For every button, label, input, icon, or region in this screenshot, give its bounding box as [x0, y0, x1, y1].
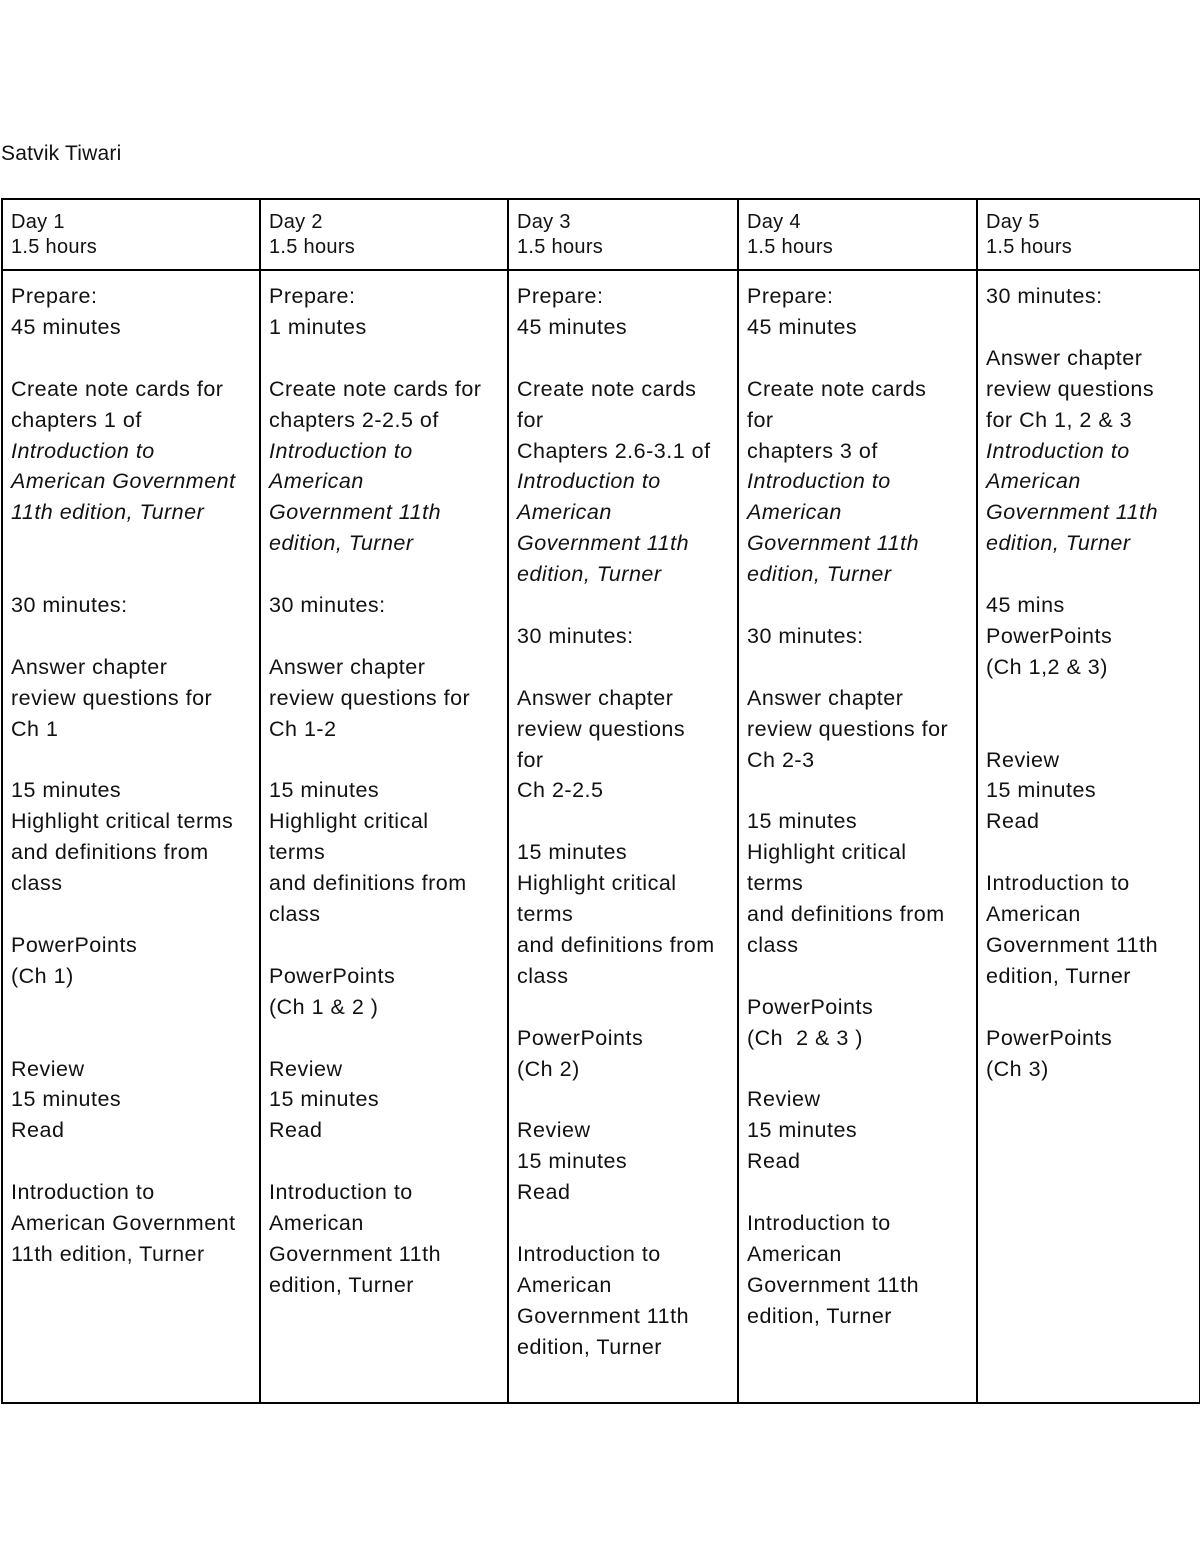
day-duration: 1.5 hours [747, 236, 834, 258]
blank-line [11, 1146, 255, 1177]
plan-line: 30 minutes: [986, 284, 1103, 308]
book-title-line: American [269, 469, 364, 494]
blank-line [269, 343, 503, 374]
blank-line [269, 621, 503, 652]
plan-line: Read [269, 1118, 323, 1143]
plan-line: for [517, 407, 544, 432]
blank-line [269, 1146, 503, 1177]
blank-line [986, 559, 1195, 590]
plan-line: American [986, 902, 1081, 927]
plan-line: 30 minutes: [269, 593, 386, 618]
book-title-line: Introduction to [747, 469, 891, 494]
book-title-line: American Government [11, 469, 236, 494]
day-title: Day 2 [269, 211, 323, 233]
blank-line [986, 683, 1195, 714]
blank-line [517, 992, 733, 1023]
blank-line [747, 1177, 972, 1208]
plan-line: Government 11th [269, 1241, 442, 1266]
plan-line: Government 11th [517, 1303, 690, 1328]
plan-line: Review [986, 747, 1060, 772]
plan-line: Read [11, 1118, 65, 1143]
plan-line: Answer chapter [11, 654, 168, 679]
day-plan-cell [2, 270, 260, 1403]
day-plan-cell [977, 270, 1200, 1403]
plan-line: PowerPoints [986, 623, 1113, 648]
blank-line [747, 1054, 972, 1085]
day-duration: 1.5 hours [986, 236, 1073, 258]
plan-line: Prepare: [11, 284, 98, 308]
plan-line: (Ch 2) [517, 1056, 580, 1081]
plan-line: Government 11th [747, 1272, 920, 1297]
plan-line: 30 minutes: [11, 593, 128, 618]
plan-line: edition, Turner [269, 1272, 414, 1297]
plan-line: (Ch 2 & 3 ) [747, 1025, 863, 1050]
plan-line: Answer chapter [747, 685, 904, 710]
plan-line: chapters 3 of [747, 438, 878, 463]
book-title-line: American [517, 500, 612, 525]
day-plan-cell [260, 270, 508, 1403]
plan-line: class [269, 902, 321, 927]
plan-line: for Ch 1, 2 & 3 [986, 407, 1133, 432]
plan-line: review questions [986, 376, 1155, 401]
plan-line: Read [747, 1149, 801, 1174]
plan-line: terms [747, 871, 804, 896]
book-title-line: Government 11th [986, 500, 1159, 525]
blank-line [269, 559, 503, 590]
plan-line: 15 minutes [747, 1118, 858, 1143]
plan-line: 15 minutes [11, 1087, 122, 1112]
plan-line: review questions [517, 716, 686, 741]
plan-line: Government 11th [986, 932, 1159, 957]
plan-line: PowerPoints [986, 1025, 1113, 1050]
plan-line: review questions for [11, 685, 213, 710]
plan-line: 45 minutes [747, 314, 858, 339]
plan-line: 15 minutes [747, 809, 858, 834]
book-title-line: Government 11th [747, 531, 920, 556]
plan-line: Highlight critical terms [11, 809, 234, 834]
plan-line: Ch 1-2 [269, 716, 337, 741]
plan-line: American Government [11, 1211, 236, 1236]
plan-line: Introduction to [747, 1211, 891, 1236]
plan-line: edition, Turner [517, 1334, 662, 1359]
day-header-cell [2, 199, 260, 270]
blank-line [11, 1023, 255, 1054]
blank-line [269, 930, 503, 961]
plan-line: 45 minutes [11, 314, 122, 339]
blank-line [11, 528, 255, 559]
plan-line: PowerPoints [269, 963, 396, 988]
book-title-line: edition, Turner [517, 562, 662, 587]
blank-line [11, 745, 255, 776]
plan-line: chapters 1 of [11, 407, 142, 432]
day-duration: 1.5 hours [269, 236, 356, 258]
plan-line: Introduction to [11, 1180, 155, 1205]
plan-line: Create note cards [747, 376, 927, 401]
day-header-cell [977, 199, 1200, 270]
blank-line [517, 806, 733, 837]
plan-line: Create note cards for [11, 376, 224, 401]
plan-line: for [747, 407, 774, 432]
plan-line: Review [269, 1056, 343, 1081]
plan-line: and definitions from [11, 840, 209, 865]
plan-line: Answer chapter [986, 345, 1143, 370]
blank-line [11, 559, 255, 590]
book-title-line: American [747, 500, 842, 525]
book-title-line: Introduction to [269, 438, 413, 463]
book-title-line: 11th edition, Turner [11, 500, 205, 525]
blank-line [11, 899, 255, 930]
plan-line: 15 minutes [269, 1087, 380, 1112]
plan-line: Highlight critical [269, 809, 429, 834]
blank-line [269, 1023, 503, 1054]
plan-line: edition, Turner [747, 1303, 892, 1328]
plan-line: Review [747, 1087, 821, 1112]
plan-line: Prepare: [269, 284, 356, 308]
plan-line: American [517, 1272, 612, 1297]
day-header-row [2, 199, 1200, 270]
plan-line: (Ch 3) [986, 1056, 1049, 1081]
plan-line: terms [517, 902, 574, 927]
plan-line: Read [517, 1180, 571, 1205]
blank-line [747, 343, 972, 374]
plan-line: Prepare: [517, 284, 604, 308]
blank-line [517, 1208, 733, 1239]
plan-line: Ch 2-3 [747, 747, 815, 772]
plan-line: Answer chapter [269, 654, 426, 679]
plan-line: (Ch 1,2 & 3) [986, 654, 1108, 679]
plan-line: Introduction to [269, 1180, 413, 1205]
plan-line: review questions for [269, 685, 471, 710]
blank-line [517, 652, 733, 683]
book-title-line: Government 11th [269, 500, 442, 525]
blank-line [11, 343, 255, 374]
plan-line: Introduction to [517, 1241, 661, 1266]
book-title-line: edition, Turner [986, 531, 1131, 556]
blank-line [269, 745, 503, 776]
plan-line: chapters 2-2.5 of [269, 407, 439, 432]
book-title-line: Introduction to [986, 438, 1130, 463]
plan-line: and definitions from [747, 902, 945, 927]
book-title-line: Introduction to [517, 469, 661, 494]
blank-line [986, 312, 1195, 343]
plan-line: for [517, 747, 544, 772]
plan-line: 30 minutes: [747, 623, 864, 648]
plan-line: Read [986, 809, 1040, 834]
plan-line: edition, Turner [986, 963, 1131, 988]
plan-line: 15 minutes [269, 778, 380, 803]
plan-line: Highlight critical [747, 840, 907, 865]
day-plan-row [2, 270, 1200, 1403]
blank-line [747, 775, 972, 806]
blank-line [517, 590, 733, 621]
book-title-line: American [986, 469, 1081, 494]
day-title: Day 3 [517, 211, 571, 233]
book-title-line: edition, Turner [747, 562, 892, 587]
plan-line: terms [269, 840, 326, 865]
plan-line: 1 minutes [269, 314, 367, 339]
plan-line: review questions for [747, 716, 949, 741]
plan-line: class [11, 871, 63, 896]
plan-line: and definitions from [269, 871, 467, 896]
plan-line: American [269, 1211, 364, 1236]
blank-line [986, 992, 1195, 1023]
plan-line: Chapters 2.6-3.1 of [517, 438, 711, 463]
day-header-cell [508, 199, 738, 270]
plan-line: Create note cards for [269, 376, 482, 401]
plan-line: 45 minutes [517, 314, 628, 339]
day-title: Day 1 [11, 211, 65, 233]
plan-line: Review [11, 1056, 85, 1081]
day-plan-cell [738, 270, 977, 1403]
plan-line: Create note cards [517, 376, 697, 401]
book-title-line: edition, Turner [269, 531, 414, 556]
blank-line [517, 1084, 733, 1115]
day-duration: 1.5 hours [517, 236, 604, 258]
blank-line [747, 652, 972, 683]
plan-line: Review [517, 1118, 591, 1143]
day-title: Day 4 [747, 211, 801, 233]
blank-line [11, 992, 255, 1023]
plan-line: 15 minutes [986, 778, 1097, 803]
blank-line [986, 714, 1195, 745]
plan-line: Answer chapter [517, 685, 674, 710]
plan-line: (Ch 1 & 2 ) [269, 994, 379, 1019]
day-duration: 1.5 hours [11, 236, 98, 258]
plan-line: American [747, 1241, 842, 1266]
book-title-line: Introduction to [11, 438, 155, 463]
plan-line: PowerPoints [517, 1025, 644, 1050]
plan-line: 45 mins [986, 593, 1065, 618]
study-plan-table [1, 198, 1200, 1404]
plan-line: Prepare: [747, 284, 834, 308]
day-title: Day 5 [986, 211, 1040, 233]
plan-line: (Ch 1) [11, 963, 74, 988]
plan-line: Ch 2-2.5 [517, 778, 604, 803]
author-name: Satvik Tiwari [1, 142, 122, 165]
plan-line: 30 minutes: [517, 623, 634, 648]
blank-line [986, 837, 1195, 868]
day-header-cell [260, 199, 508, 270]
plan-line: Ch 1 [11, 716, 59, 741]
plan-line: class [517, 963, 569, 988]
blank-line [517, 343, 733, 374]
day-plan-cell [508, 270, 738, 1403]
plan-line: 15 minutes [517, 840, 628, 865]
plan-line: PowerPoints [11, 932, 138, 957]
blank-line [11, 621, 255, 652]
book-title-line: Government 11th [517, 531, 690, 556]
plan-line: and definitions from [517, 932, 715, 957]
plan-line: Highlight critical [517, 871, 677, 896]
plan-line: PowerPoints [747, 994, 874, 1019]
blank-line [747, 590, 972, 621]
blank-line [747, 961, 972, 992]
plan-line: 15 minutes [11, 778, 122, 803]
plan-line: 15 minutes [517, 1149, 628, 1174]
day-header-cell [738, 199, 977, 270]
plan-line: Introduction to [986, 871, 1130, 896]
plan-line: 11th edition, Turner [11, 1241, 205, 1266]
plan-line: class [747, 932, 799, 957]
